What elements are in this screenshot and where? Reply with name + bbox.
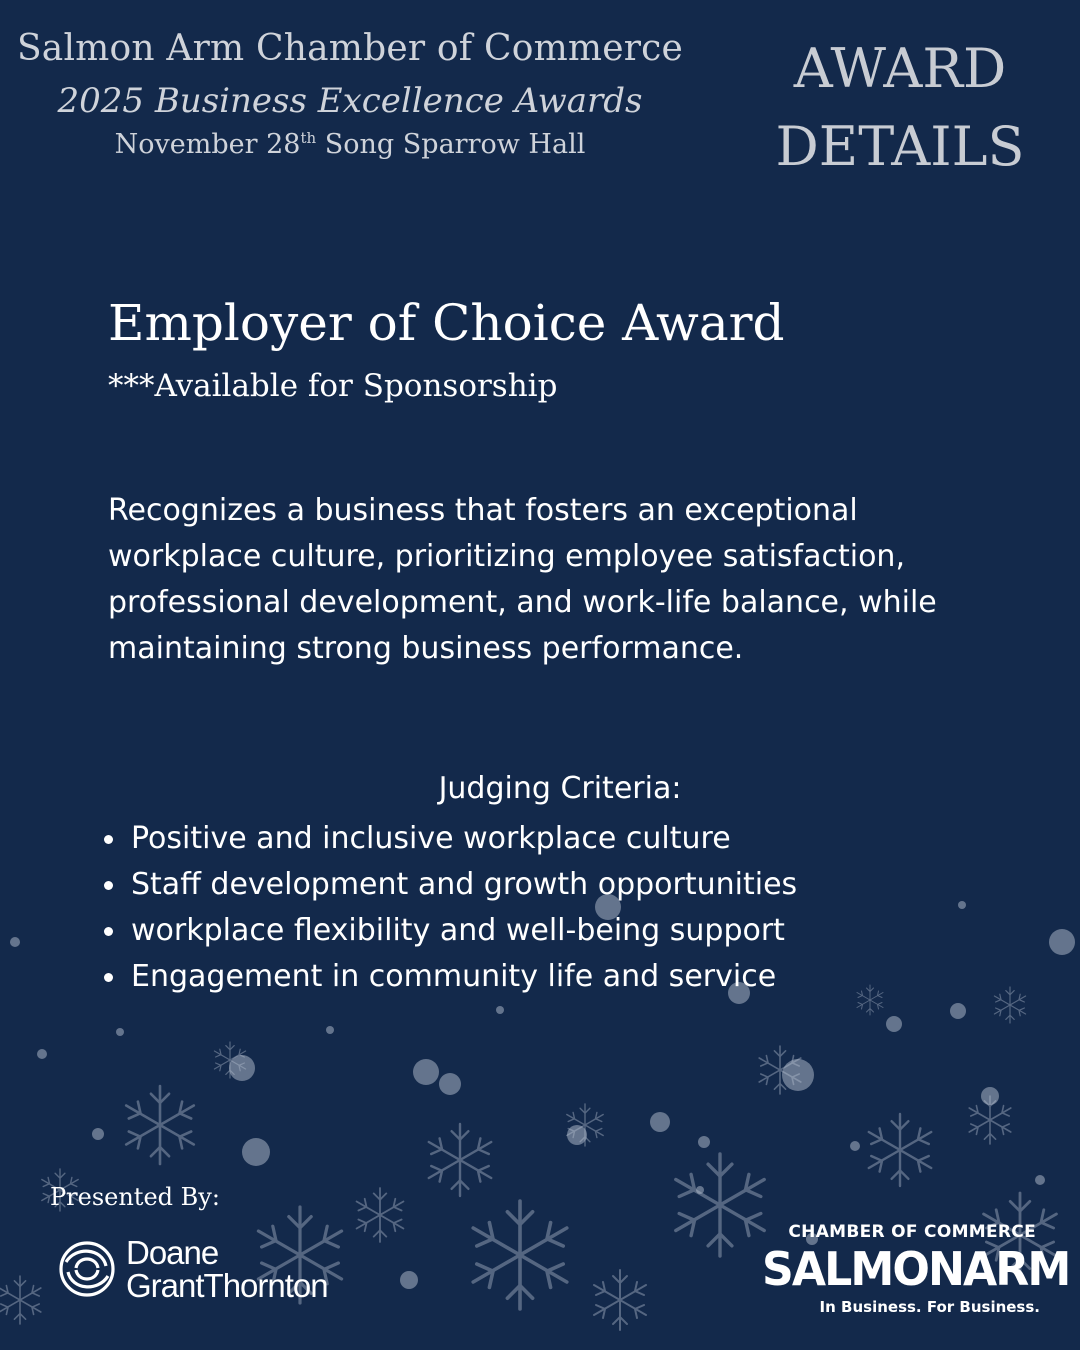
- sponsor-swirl-icon: [58, 1240, 116, 1298]
- bullet-icon: [104, 927, 113, 936]
- sponsor-name-line2: GrantThornton: [126, 1267, 328, 1304]
- event-name: 2025 Business Excellence Awards: [57, 81, 643, 121]
- list-item: Engagement in community life and service: [100, 954, 1000, 1000]
- award-title: Employer of Choice Award: [108, 294, 785, 352]
- bullet-icon: [104, 973, 113, 982]
- sponsor-logo: [58, 1236, 358, 1306]
- bullet-icon: [104, 881, 113, 890]
- sponsor-name: [126, 1236, 328, 1302]
- event-date: [0, 129, 700, 160]
- organization-name: Salmon Arm Chamber of Commerce: [16, 28, 684, 69]
- event-header: [0, 28, 700, 160]
- event-venue: Song Sparrow Hall: [324, 129, 586, 160]
- award-description: Recognizes a business that fosters an exceptional workplace culture, prioritizing employee satisfaction, professional development, and work-life balance, while maintaining strong business performance.: [108, 493, 937, 666]
- bullet-icon: [104, 835, 113, 844]
- section-title: [760, 30, 1040, 186]
- sponsor-name-line1: Doane: [126, 1234, 219, 1271]
- section-title-line1: AWARD: [793, 37, 1007, 100]
- chamber-logo-tagline: In Business. For Business.: [819, 1298, 1040, 1316]
- presented-by-label: Presented By:: [50, 1183, 220, 1211]
- event-date-day: November 28: [114, 129, 301, 160]
- criteria-list: [100, 816, 1000, 1000]
- list-item: workplace flexibility and well-being support: [100, 908, 1000, 954]
- criteria-heading: Judging Criteria:: [438, 771, 682, 806]
- sponsorship-note: ***Available for Sponsorship: [108, 368, 558, 404]
- list-item: Positive and inclusive workplace culture: [100, 816, 1000, 862]
- list-item: Staff development and growth opportunities: [100, 862, 1000, 908]
- chamber-logo-main: SALMONARM: [762, 1242, 1070, 1296]
- event-date-suffix: th: [300, 129, 317, 147]
- section-title-line2: DETAILS: [775, 115, 1025, 178]
- chamber-logo-top: CHAMBER OF COMMERCE: [788, 1222, 1036, 1242]
- chamber-logo: [760, 1222, 1070, 1316]
